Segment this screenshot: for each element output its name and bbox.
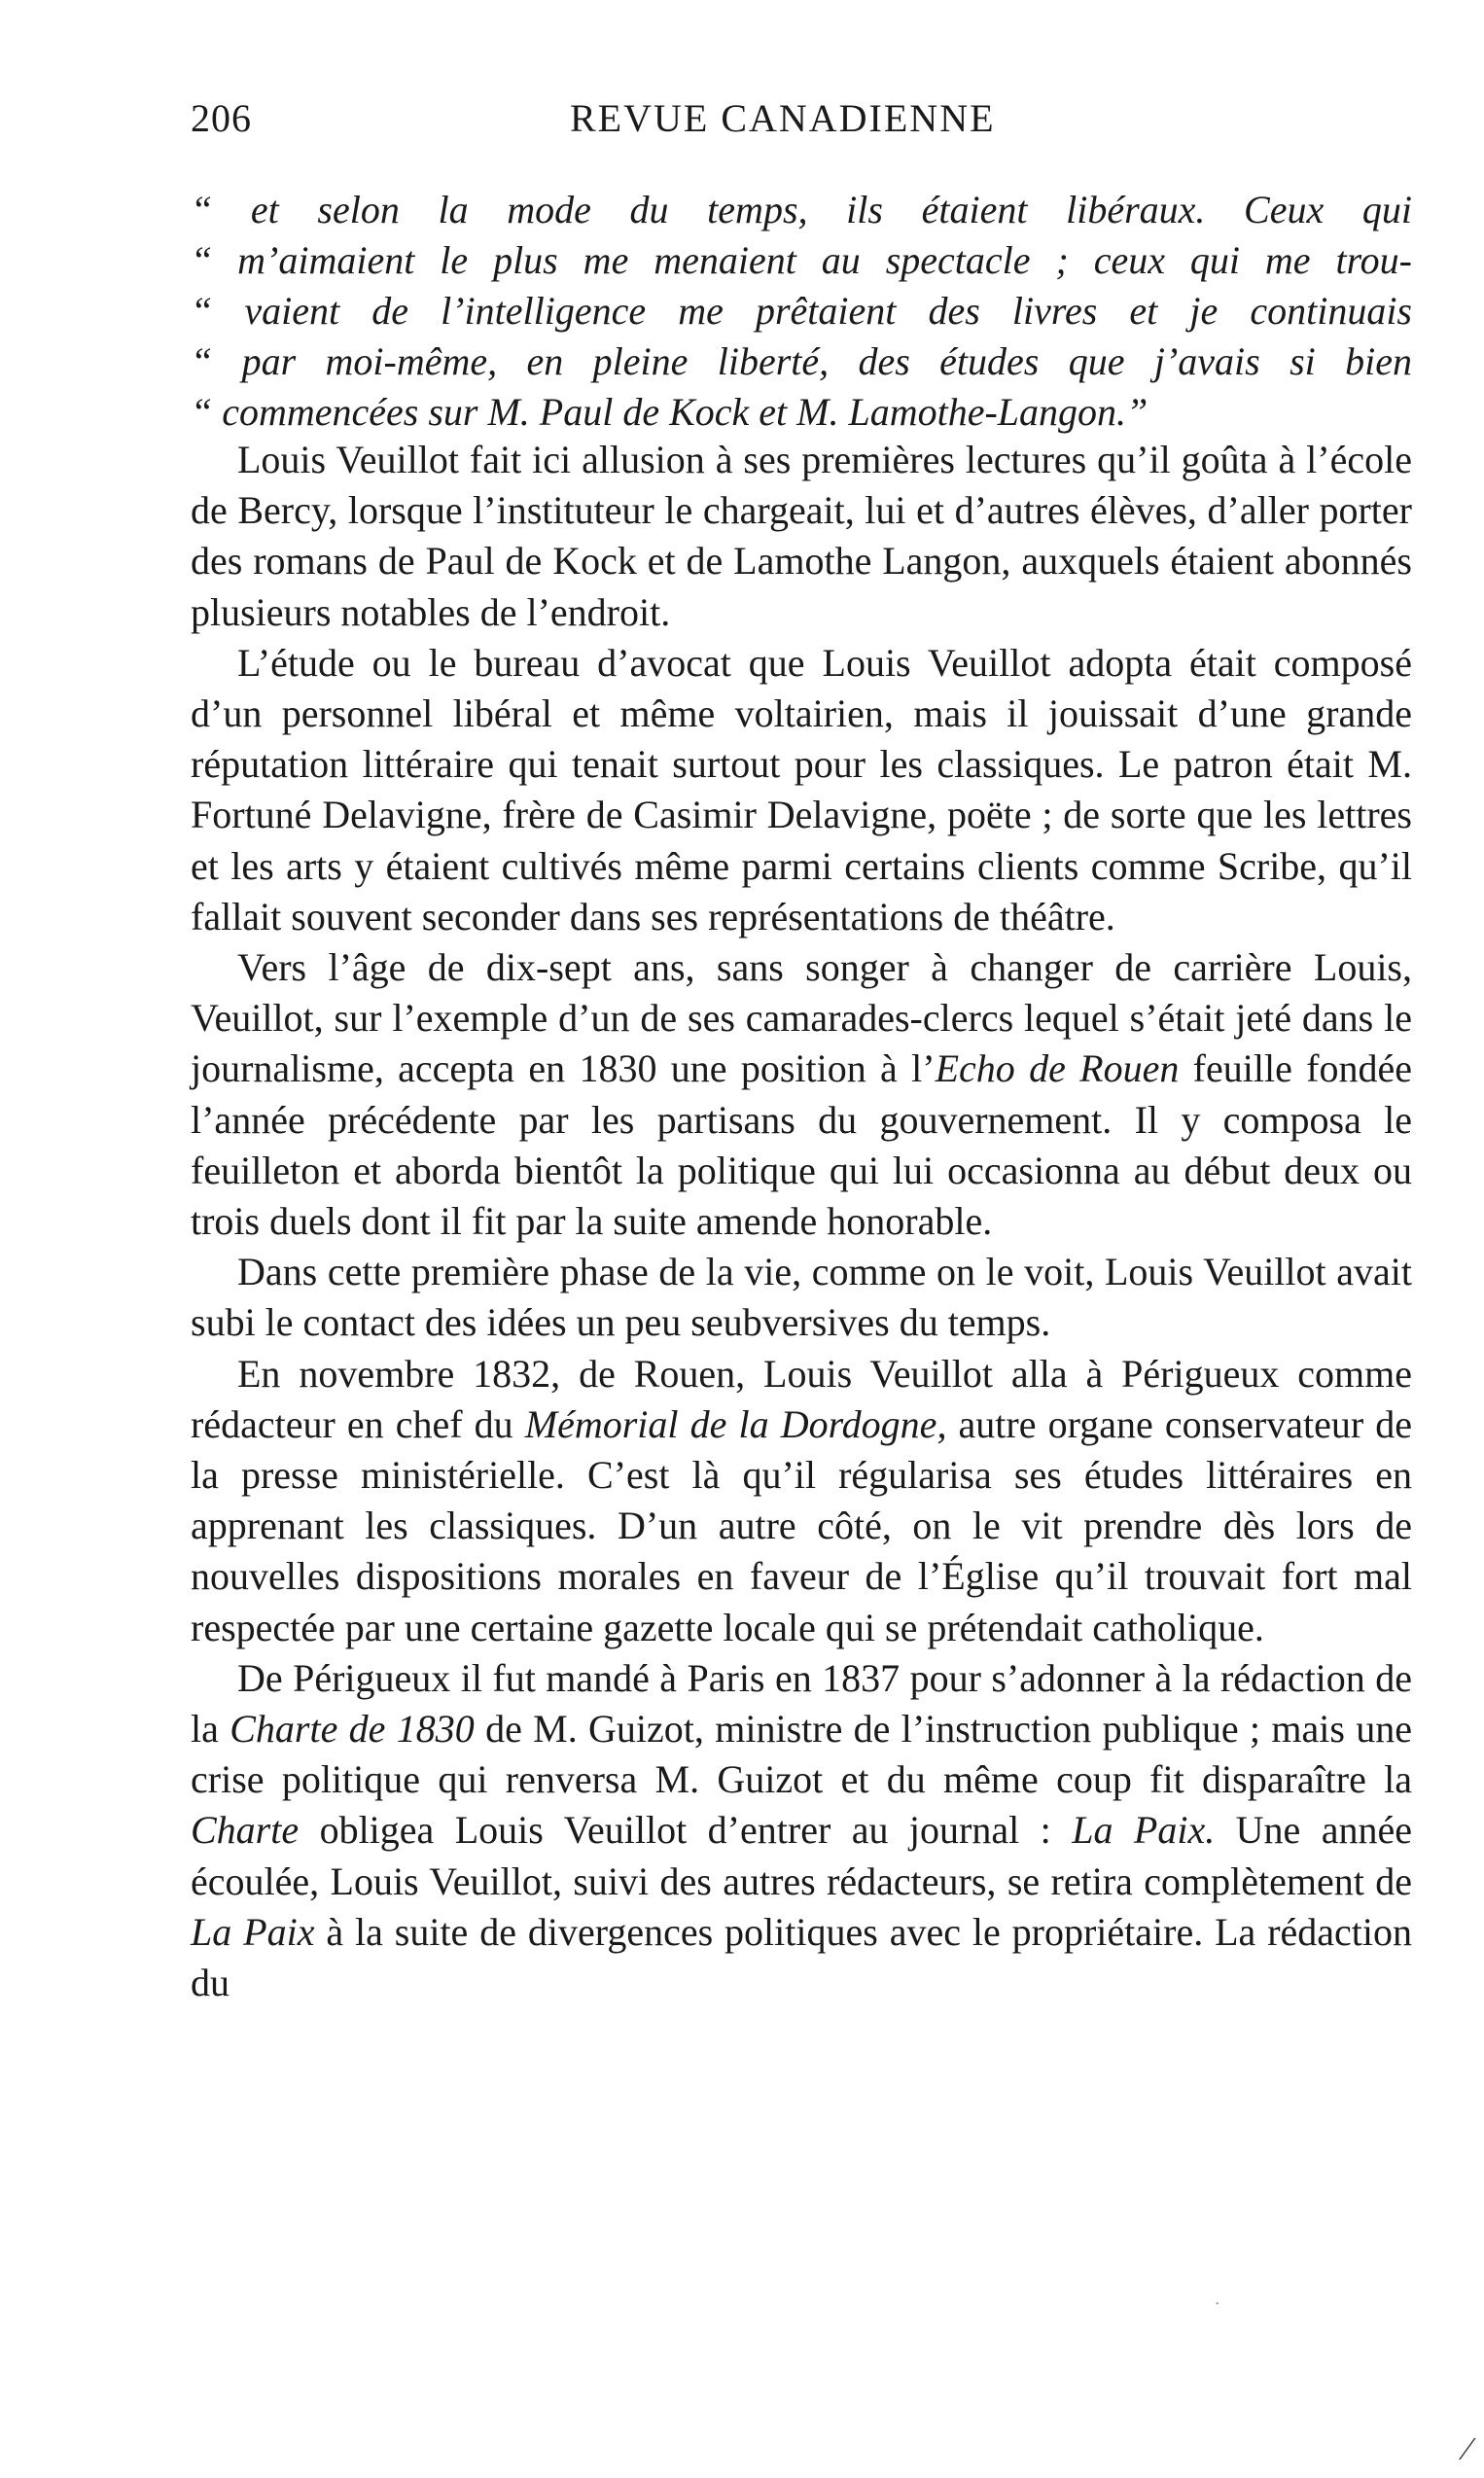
newspaper-title-echo-de-rouen: Echo de Rouen	[935, 1046, 1180, 1091]
quote-line: “ par moi-même, en pleine liberté, des études que j’avais si bien	[191, 339, 1412, 383]
paragraph-1: Louis Veuillot fait ici allusion à ses premières lectures qu’il goûta à l’école de Bercy, lorsque l’instituteur le chargeait, lui et d’autres élèves, d’aller porter des romans de Paul de Kock et de Lamothe Langon, auxquels étaient abonnés plusieurs notables de l’endroit.	[191, 438, 1412, 634]
newspaper-title-charte: Charte	[191, 1808, 300, 1853]
paragraph-6-text: Une année écoulée, Louis Veuillot, suivi des autres rédacteurs, se retira complètement de	[191, 1808, 1413, 1903]
block-quote	[191, 185, 1412, 438]
paragraph-5-text: autre organe conservateur de la presse ministérielle. C’est là qu’il régularisa ses études littéraires en apprenant les classiques. D’un autre côté, on le vit prendre dès lors de nouvelles dispositions morales en faveur de l’Église qu’il trouvait fort mal respectée par une certaine gazette locale qui se prétendait catholique.	[191, 1401, 1413, 1649]
page-number: 206	[191, 96, 252, 140]
paragraph-4: Dans cette première phase de la vie, comme on le voit, Louis Veuillot avait subi le contact des idées un peu seubversives du temps.	[191, 1250, 1412, 1345]
quote-line: “ commencées sur M. Paul de Kock et M. Lamothe-Langon.”	[191, 390, 1148, 434]
newspaper-title-memorial: Mémorial de la Dordogne,	[524, 1401, 947, 1446]
running-head: REVUE CANADIENNE	[570, 96, 996, 140]
newspaper-title-charte-de-1830: Charte de 1830	[230, 1707, 475, 1752]
newspaper-title-la-paix: La Paix.	[1072, 1808, 1216, 1853]
paragraph-6-text: à la suite de divergences politiques avec le propriétaire. La rédaction du	[191, 1909, 1412, 2005]
paragraph-3	[191, 942, 1412, 1247]
paragraph-2: L’étude ou le bureau d’avocat que Louis Veuillot adopta était composé d’un personnel libéral et même voltairien, mais il jouissait d’une grande réputation littéraire qui tenait surtout pour les classiques. Le patron était M. Fortuné Delavigne, frère de Casimir Delavigne, poëte ; de sorte que les lettres et les arts y étaient cultivés même parmi certains clients comme Scribe, qu’il fallait souvent seconder dans ses représentations de théâtre.	[191, 640, 1412, 938]
paragraph-6-text: obligea Louis Veuillot d’entrer au journal :	[299, 1808, 1073, 1853]
paragraph-3-text: feuille fondée l’année précédente par les partisans du gouvernement. Il y composa le feuilleton et aborda bientôt la politique qui lui occasionna au début deux ou trois duels dont il fit par la suite amende honorable.	[191, 1046, 1412, 1244]
scan-speck: ˙	[1214, 2297, 1221, 2321]
page-header	[191, 95, 1412, 154]
newspaper-title-la-paix: La Paix	[191, 1909, 315, 1954]
scan-speck: ⁄	[1465, 2431, 1470, 2467]
paragraph-5	[191, 1349, 1412, 1653]
paragraph-6-text: De Périgueux il fut mandé à Paris en 1837 pour s’adonner à la rédaction de la	[191, 1655, 1412, 1752]
body-text	[191, 185, 1412, 2008]
paragraph-3-text: Vers l’âge de dix-sept ans, sans songer à changer de carrière Louis, Veuillot, sur l’exemple d’un de ses camarades-clercs lequel s’était jeté dans le journalisme, accepta en 1830 une position à l’	[191, 945, 1412, 1091]
quote-line: “ et selon la mode du temps, ils étaient libéraux. Ceux qui	[191, 188, 1412, 231]
paragraph-6	[191, 1653, 1412, 2008]
quote-line: “ m’aimaient le plus me menaient au spectacle ; ceux qui me trou-	[191, 238, 1412, 282]
paragraph-5-text: En novembre 1832, de Rouen, Louis Veuillot alla à Périgueux comme rédacteur en chef du	[191, 1351, 1412, 1446]
paragraph-6-text: de M. Guizot, ministre de l’instruction publique ; mais une crise politique qui renversa M. Guizot et du même coup fit disparaître la	[191, 1707, 1412, 1802]
quote-line: “ vaient de l’intelligence me prêtaient des livres et je continuais	[191, 289, 1412, 333]
